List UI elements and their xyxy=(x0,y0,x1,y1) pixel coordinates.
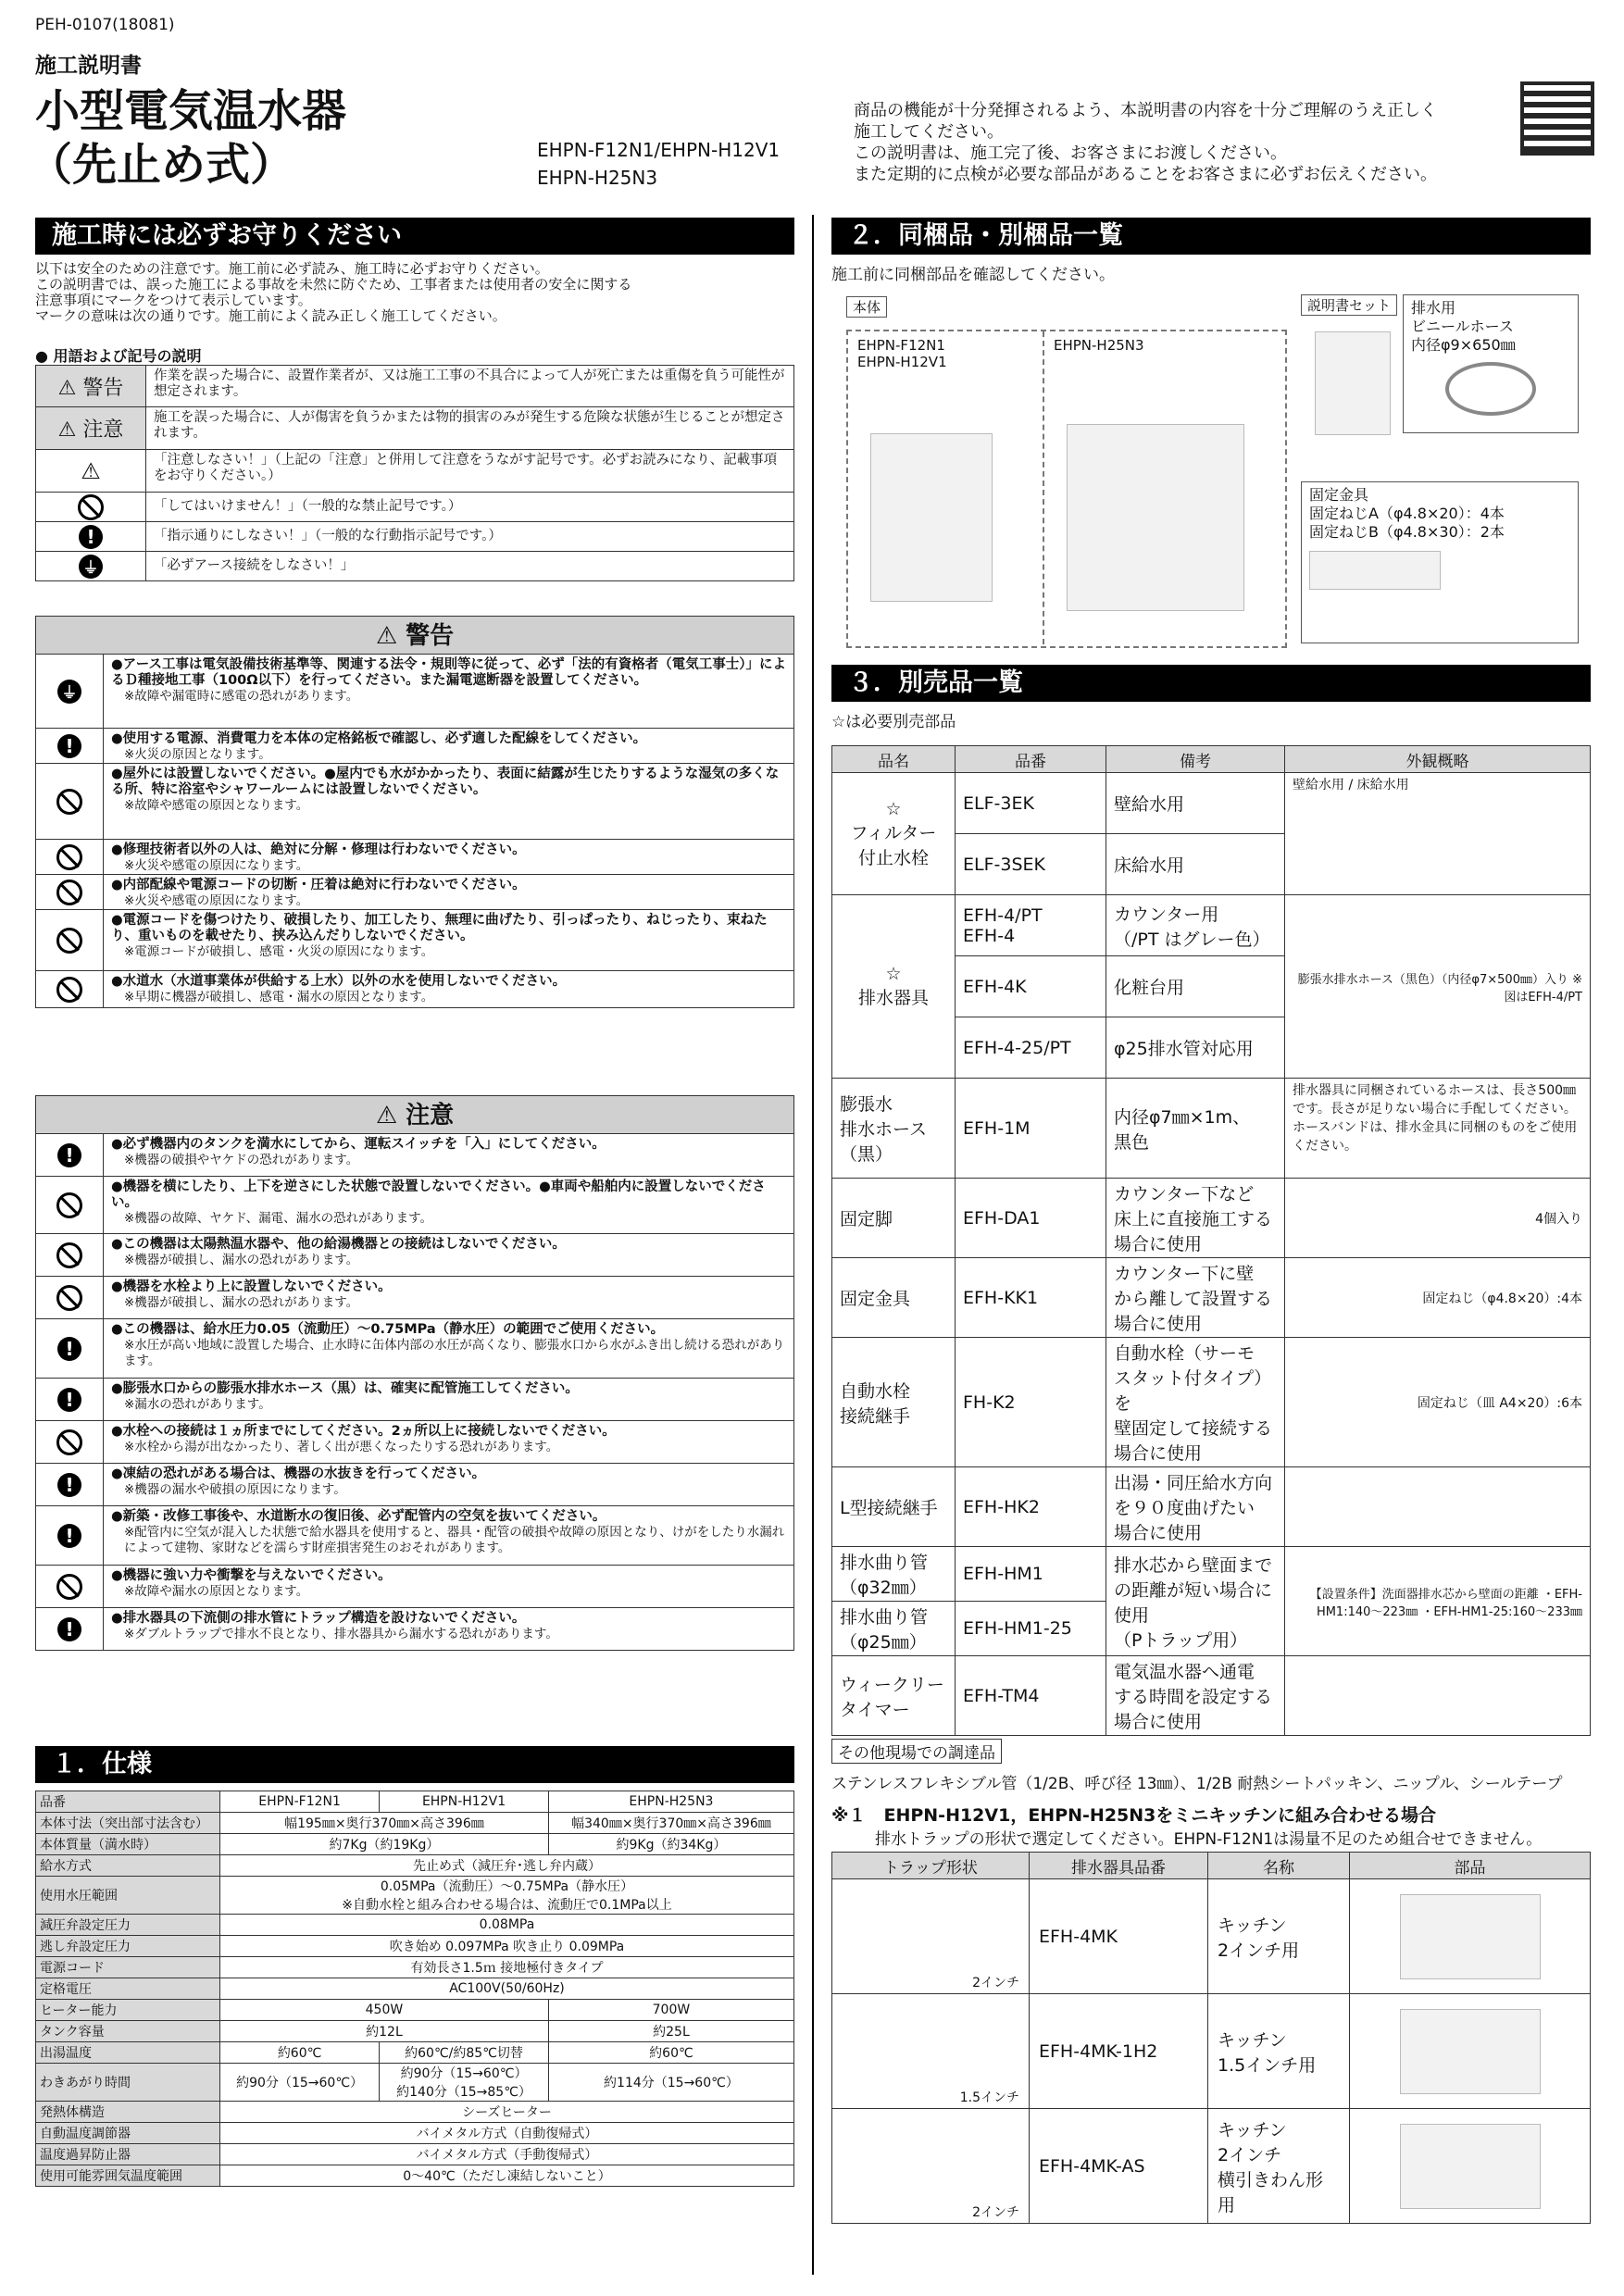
text-bundle-model_b: EHPN-H25N3 xyxy=(1054,337,1144,354)
instruction-icon: ! xyxy=(57,734,81,758)
text-options-rows-7-code: EFH-KK1 xyxy=(956,1258,1106,1338)
trap-parts-sketch xyxy=(1400,1894,1541,1979)
text-spec-rows-0-c: 幅340㎜×奥行370㎜×高さ396㎜ xyxy=(548,1813,793,1834)
safety-intro xyxy=(35,261,804,324)
prohibit-icon xyxy=(56,880,82,905)
text-spec-rows-6-all: 有効長さ1.5ｍ 接地極付きタイプ xyxy=(220,1957,794,1978)
text-warning-items-4-note: ※火災や感電の原因になります。 xyxy=(124,893,309,908)
prohibit-icon xyxy=(56,1429,82,1455)
doc-models-1: EHPN-F12N1/EHPN-H12V1 xyxy=(537,139,781,161)
text-spec-rows-10-label: 出湯温度 xyxy=(36,2042,220,2064)
text-caution-items-10-note: ※ダブルトラップで排水不良となり、排水器具から漏水する恐れがあります。 xyxy=(124,1627,558,1641)
text-options-rows-11-code: EFH-HM1-25 xyxy=(956,1602,1106,1656)
text-options-rows-4-code: EFH-4-25/PT xyxy=(956,1017,1106,1079)
text-bundle-hose-1: ビニールホース xyxy=(1411,318,1514,335)
text-spec-header-1: EHPN-F12N1 xyxy=(220,1791,380,1813)
text-caution-items-1-note: ※機器の故障、ヤケド、漏電、漏水の恐れがあります。 xyxy=(124,1211,433,1226)
text-options-rows-12-img xyxy=(1285,1656,1591,1736)
text-options-rows-0-remark: 壁給水用 xyxy=(1106,773,1285,834)
bundle-intro: 施工前に同梱部品を確認してください。 xyxy=(831,266,1115,284)
text-caution-items-8-text: ●新築・改修工事後や、水道断水の復旧後、必ず配管内の空気を抜いてください。 xyxy=(111,1509,606,1524)
text-safety-intro-1: この説明書では、誤った施工による事故を未然に防ぐため、工事者または使用者の安全に関する xyxy=(35,276,632,293)
text-bundle-fixture-0: 固定金具 xyxy=(1309,486,1369,504)
options-note: ☆は必要別売部品 xyxy=(831,713,956,731)
text-options-rows-6-img: 4個入り xyxy=(1285,1179,1591,1258)
text-trap-rows-0-shape: 2インチ xyxy=(832,1879,1030,1994)
text-caution-items-9-text: ●機器に強い力や衝撃を与えないでください。 xyxy=(111,1568,392,1583)
text-options-rows-9-name: L型接続継手 xyxy=(832,1467,956,1547)
text-spec-rows-8-c: 700W xyxy=(548,2000,793,2021)
text-warning-items-2-text: ●屋外には設置しないでください。●屋内でも水がかかったり、表面に結露が生じたりするような湿気の多くなる所、特に浴室やシャワールームには設置しないでください。 xyxy=(111,767,780,797)
body-label: 本体 xyxy=(846,296,887,318)
text-options-rows-5-name: 膨張水 排水ホース （黒） xyxy=(832,1079,956,1179)
text-caution-items-2-text: ●この機器は太陽熱温水器や、他の給湯機器との接続はしないでください。 xyxy=(111,1237,566,1252)
text-caution-items-3-text: ●機器を水栓より上に設置しないでください。 xyxy=(111,1279,392,1294)
text-warning-items-5-text: ●電源コードを傷つけたり、破損したり、加工したり、無理に曲げたり、引っぱったり、ねじったり、束ねたり、重いものを載せたり、挟み込んだりしないでください。 xyxy=(111,913,768,943)
spec-title: １．仕様 xyxy=(35,1746,794,1783)
legend-table xyxy=(35,365,794,581)
text-spec-rows-0-a: 幅195㎜×奥行370㎜×高さ396㎜ xyxy=(220,1813,549,1834)
text-spec-rows-2-all: 先止め式（減圧弁･逃し弁内蔵） xyxy=(220,1855,794,1877)
text-warning-items-1-text: ●使用する電源、消費電力を本体の定格銘板で確認し、必ず適した配線をしてください。 xyxy=(111,731,647,746)
ground-icon: ⏚ xyxy=(79,555,103,579)
legend-warning-mark: ⚠ 警告 xyxy=(36,366,146,406)
text-bundle-model_a1: EHPN-F12N1 xyxy=(857,337,945,354)
text-trap-rows-1-code: EFH-4MK-1H2 xyxy=(1030,1994,1208,2109)
text-options-rows-2-img: 膨張水排水ホース（黒色）（内径φ7×500㎜）入り ※図はEFH-4/PT xyxy=(1285,895,1591,1079)
text-warning-items-4-text: ●内部配線や電源コードの切断・圧着は絶対に行わないでください。 xyxy=(111,878,526,892)
text-options-rows-12-remark: 電気温水器へ通電 する時間を設定する 場合に使用 xyxy=(1106,1656,1285,1736)
instruction-icon: ! xyxy=(57,1337,81,1361)
text-trap-rows-0-code: EFH-4MK xyxy=(1030,1879,1208,1994)
qr-code xyxy=(1520,81,1594,156)
doc-code: PEH-0107(18081) xyxy=(35,16,175,34)
text-bundle-hose-2: 内径φ9×650㎜ xyxy=(1411,336,1516,354)
doc-intro xyxy=(854,100,1502,185)
text-bundle-hose-0: 排水用 xyxy=(1411,299,1456,317)
options-title: ３．別売品一覧 xyxy=(831,665,1591,702)
warning-block xyxy=(35,616,794,1008)
text-spec-rows-7-label: 定格電圧 xyxy=(36,1978,220,2000)
text-warning-items-2-note: ※故障や感電の原因となります。 xyxy=(124,798,309,813)
text-options-rows-6-name: 固定脚 xyxy=(832,1179,956,1258)
text-options-rows-2-name: ☆ 排水器具 xyxy=(832,895,956,1079)
text-warning-items-0-text: ●アース工事は電気設備技術基準等、関連する法令・規則等に従って、必ず「法的有資格者（電気工事士）」によるＤ種接地工事（100Ω以下）を行ってください。また漏電遮断器を設置してください。 xyxy=(111,657,786,688)
text-caution-items-6-note: ※水栓から湯が出なかったり、著しく出が悪くなったりする恐れがあります。 xyxy=(124,1440,559,1454)
prohibit-icon xyxy=(56,1574,82,1600)
text-trap-header-1: 排水器具品番 xyxy=(1030,1853,1208,1879)
text-spec-rows-11-f: 約90分（15→60℃） xyxy=(220,2064,380,2102)
text-trap-header-0: トラップ形状 xyxy=(832,1853,1030,1879)
text-spec-rows-8-label: ヒーター能力 xyxy=(36,2000,220,2021)
text-caution-items-6-text: ●水栓への接続は１ヵ所までにしてください。2ヵ所以上に接続しないでください。 xyxy=(111,1424,616,1439)
column-divider xyxy=(812,215,814,2275)
text-caution-items-4-note: ※水圧が高い地域に設置した場合、止水時に缶体内部の水圧が高くなり、膨張水口から水がふき出し続ける恐れがあります。 xyxy=(124,1338,785,1368)
prohibit-icon xyxy=(56,1242,82,1268)
text-spec-rows-6-label: 電源コード xyxy=(36,1957,220,1978)
text-options-rows-6-remark: カウンター下など 床上に直接施工する 場合に使用 xyxy=(1106,1179,1285,1258)
manual-bag-sketch xyxy=(1315,331,1391,435)
manual-set-label: 説明書セット xyxy=(1301,294,1397,316)
caution-block xyxy=(35,1095,794,1651)
instruction-icon: ! xyxy=(57,1473,81,1497)
text-doc-intro-0: 商品の機能が十分発揮されるよう、本説明書の内容を十分ご理解のうえ正しく xyxy=(854,101,1437,120)
text-caution-items-2-note: ※機器が破損し、漏水の恐れがあります。 xyxy=(124,1253,359,1267)
text-caution-items-10-text: ●排水器具の下流側の排水管にトラップ構造を設けないでください。 xyxy=(111,1611,526,1626)
text-trap-rows-1-shape: 1.5インチ xyxy=(832,1994,1030,2109)
text-options-rows-9-code: EFH-HK2 xyxy=(956,1467,1106,1547)
text-spec-rows-8-a: 450W xyxy=(220,2000,549,2021)
text-options-rows-9-remark: 出湯・同圧給水方向 を９０度曲げたい 場合に使用 xyxy=(1106,1467,1285,1547)
other-label: その他現場での調達品 xyxy=(831,1739,1002,1764)
text-spec-rows-10-h: 約60℃/約85℃切替 xyxy=(380,2042,549,2064)
other-text: ステンレスフレキシブル管（1/2B、呼び径 13㎜）、1/2B 耐熱シートパッキン、ニップル、シールテープ xyxy=(831,1775,1563,1793)
text-options-rows-5-img: 排水器具に同梱されているホースは、長さ500㎜です。長さが足りない場合に手配してください。ホースバンドは、排水金具に同梱のものをご使用ください。 xyxy=(1285,1079,1591,1179)
text-spec-header-3: EHPN-H25N3 xyxy=(548,1791,793,1813)
prohibit-icon xyxy=(56,928,82,954)
other-note-1: ※１ EHPN-H12V1，EHPN-H25N3をミニキッチンに組み合わせる場合 xyxy=(831,1805,1437,1826)
text-spec-rows-13-all: バイメタル方式（自動復帰式） xyxy=(220,2123,794,2144)
instruction-icon: ! xyxy=(79,525,103,549)
doc-title-2: （先止め式） xyxy=(28,139,295,191)
text-options-rows-3-code: EFH-4K xyxy=(956,956,1106,1017)
hose-box xyxy=(1403,294,1579,433)
bracket-sketch xyxy=(1309,551,1441,590)
doc-models-2: EHPN-H25N3 xyxy=(537,167,658,189)
text-options-rows-0-name: ☆ フィルター 付止水栓 xyxy=(832,773,956,895)
trap-parts-sketch xyxy=(1400,2124,1541,2209)
text-spec-rows-11-c: 約114分（15→60℃） xyxy=(548,2064,793,2102)
text-spec-rows-15-all: 0～40℃（ただし凍結しないこと） xyxy=(220,2165,794,2187)
text-caution-items-0-note: ※機器の破損やヤケドの恐れがあります。 xyxy=(124,1153,359,1167)
prohibit-icon xyxy=(56,1285,82,1311)
text-spec-rows-9-c: 約25L xyxy=(548,2021,793,2042)
text-spec-rows-3-label: 使用水圧範囲 xyxy=(36,1877,220,1915)
text-options-rows-5-remark: 内径φ7㎜×1m、 黒色 xyxy=(1106,1079,1285,1179)
text-options-rows-1-code: ELF-3SEK xyxy=(956,834,1106,895)
text-options-rows-7-name: 固定金具 xyxy=(832,1258,956,1338)
text-spec-rows-2-label: 給水方式 xyxy=(36,1855,220,1877)
prohibit-icon xyxy=(56,844,82,870)
text-options-rows-4-remark: φ25排水管対応用 xyxy=(1106,1017,1285,1079)
warning-triangle-icon: ⚠ xyxy=(36,450,146,492)
text-options-header-2: 備考 xyxy=(1106,746,1285,773)
text-spec-rows-10-c: 約60℃ xyxy=(548,2042,793,2064)
text-options-rows-2-code: EFH-4/PT EFH-4 xyxy=(956,895,1106,956)
text-options-rows-0-img: 壁給水用 / 床給水用 xyxy=(1285,773,1591,895)
text-options-header-3: 外観概略 xyxy=(1285,746,1591,773)
safety-title: 施工時には必ずお守りください xyxy=(35,218,794,255)
heater-small-sketch xyxy=(870,433,993,602)
text-safety-legend-3-text: 「してはいけません！」（一般的な禁止記号です。） xyxy=(154,499,462,514)
ground-icon: ⏚ xyxy=(57,680,81,704)
prohibit-icon xyxy=(56,789,82,815)
text-safety-legend-0-text: 作業を誤った場合に、設置作業者が、又は施工工事の不具合によって人が死亡または重傷を負う可能性が想定されます。 xyxy=(154,368,785,399)
trap-table xyxy=(831,1852,1591,2224)
text-spec-rows-13-label: 自動温度調節器 xyxy=(36,2123,220,2144)
text-options-rows-1-remark: 床給水用 xyxy=(1106,834,1285,895)
other-note-2: 排水トラップの形状で選定してください。EHPN-F12N1は湯量不足のため組合せできません。 xyxy=(875,1830,1543,1849)
text-caution-items-5-text: ●膨張水口からの膨張水排水ホース（黒）は、確実に配管施工してください。 xyxy=(111,1381,579,1396)
legend-caution-mark: ⚠ 注意 xyxy=(36,407,146,449)
text-caution-items-4-text: ●この機器は、給水圧力0.05（流動圧）～0.75MPa（静水圧）の範囲でご使用ください。 xyxy=(111,1322,665,1337)
text-spec-rows-3-all2: ※自動水栓と組み合わせる場合は、流動圧で0.1MPa以上 xyxy=(342,1898,672,1913)
text-spec-rows-5-all: 吹き始め 0.097MPa 吹き止り 0.09MPa xyxy=(220,1936,794,1957)
text-spec-rows-4-all: 0.08MPa xyxy=(220,1915,794,1936)
text-spec-rows-9-a: 約12L xyxy=(220,2021,549,2042)
text-caution-items-7-text: ●凍結の恐れがある場合は、機器の水抜きを行ってください。 xyxy=(111,1466,486,1481)
text-safety-legend-4-text: 「指示通りにしなさい！」（一般的な行動指示記号です。） xyxy=(154,529,502,543)
doc-kind: 施工説明書 xyxy=(35,54,142,78)
text-options-rows-10-img: 【設置条件】洗面器排水芯から壁面の距離 ・EFH-HM1:140～223㎜ ・EFH-HM1-25:160～233㎜ xyxy=(1285,1547,1591,1656)
text-options-rows-8-img: 固定ねじ（皿 A4×20）:6本 xyxy=(1285,1338,1591,1467)
text-spec-rows-1-label: 本体質量（満水時） xyxy=(36,1834,220,1855)
text-options-rows-10-code: EFH-HM1 xyxy=(956,1547,1106,1602)
text-doc-intro-3: また定期的に点検が必要な部品があることをお客さまに必ずお伝えください。 xyxy=(854,165,1437,184)
text-spec-rows-10-f: 約60℃ xyxy=(220,2042,380,2064)
text-caution-items-8-note: ※配管内に空気が混入した状態で給水器具を使用すると、器具・配管の破損や故障の原因となり、けがをしたり水漏れによって建物、家財などを濡らす財産損害発生のおそれがあります。 xyxy=(124,1525,785,1555)
text-spec-rows-0-label: 本体寸法（突出部寸法含む） xyxy=(36,1813,220,1834)
text-options-rows-12-name: ウィークリー タイマー xyxy=(832,1656,956,1736)
text-safety-intro-2: 注意事項にマークをつけて表示しています。 xyxy=(35,292,312,308)
text-spec-rows-1-c: 約9Kg（約34Kg） xyxy=(548,1834,793,1855)
text-bundle-model_a2: EHPN-H12V1 xyxy=(857,354,947,370)
text-spec-rows-11-label: わきあがり時間 xyxy=(36,2064,220,2102)
text-spec-rows-9-label: タンク容量 xyxy=(36,2021,220,2042)
text-spec-rows-11-h: 約90分（15→60℃） xyxy=(400,2066,528,2081)
text-options-rows-8-code: FH-K2 xyxy=(956,1338,1106,1467)
text-safety-legend-5-text: 「必ずアース接続をしなさい！」 xyxy=(154,558,355,573)
text-trap-rows-2-name: キッチン 2インチ 横引きわん形用 xyxy=(1208,2109,1350,2224)
text-warning-items-1-note: ※火災の原因となります。 xyxy=(124,747,271,762)
text-options-rows-10-remark: 排水芯から壁面まで の距離が短い場合に 使用 （Pトラップ用） xyxy=(1106,1547,1285,1656)
caution-title: ⚠ 注意 xyxy=(35,1095,794,1134)
text-safety-intro-3: マークの意味は次の通りです。施工前によく読み正しく施工してください。 xyxy=(35,307,506,324)
text-spec-rows-7-all: AC100V(50/60Hz) xyxy=(220,1978,794,2000)
text-options-rows-8-name: 自動水栓 接続継手 xyxy=(832,1338,956,1467)
options-table xyxy=(831,745,1591,1736)
bundle-title: ２．同梱品・別梱品一覧 xyxy=(831,218,1591,255)
text-caution-items-7-note: ※機器の漏水や破損の原因になります。 xyxy=(124,1482,346,1497)
text-doc-intro-2: この説明書は、施工完了後、お客さまにお渡しください。 xyxy=(854,144,1287,163)
text-options-rows-5-code: EFH-1M xyxy=(956,1079,1106,1179)
text-spec-header-2: EHPN-H12V1 xyxy=(380,1791,549,1813)
body-box xyxy=(846,330,1287,648)
warning-title: ⚠ 警告 xyxy=(35,616,794,655)
instruction-icon: ! xyxy=(57,1143,81,1167)
text-spec-rows-1-a: 約7Kg（約19Kg） xyxy=(220,1834,549,1855)
text-warning-items-3-text: ●修理技術者以外の人は、絶対に分解・修理は行わないでください。 xyxy=(111,842,526,857)
text-spec-rows-11-h2: 約140分（15→85℃） xyxy=(396,2085,531,2100)
text-spec-rows-5-label: 逃し弁設定圧力 xyxy=(36,1936,220,1957)
text-safety-intro-0: 以下は安全のための注意です。施工前に必ず読み、施工時に必ずお守りください。 xyxy=(35,260,549,277)
text-options-rows-6-code: EFH-DA1 xyxy=(956,1179,1106,1258)
spec-table xyxy=(35,1791,794,2187)
text-trap-header-3: 部品 xyxy=(1350,1853,1591,1879)
text-spec-rows-15-label: 使用可能雰囲気温度範囲 xyxy=(36,2165,220,2187)
fixture-box xyxy=(1301,481,1579,643)
prohibit-icon xyxy=(78,494,104,520)
text-options-rows-9-img xyxy=(1285,1467,1591,1547)
text-options-rows-3-remark: 化粧台用 xyxy=(1106,956,1285,1017)
text-options-rows-7-remark: カウンター下に壁 から離して設置する 場合に使用 xyxy=(1106,1258,1285,1338)
legend-title: ● 用語および記号の説明 xyxy=(35,347,202,365)
heater-large-sketch xyxy=(1067,424,1244,611)
hose-ring-icon xyxy=(1445,362,1536,416)
text-caution-items-3-note: ※機器が破損し、漏水の恐れがあります。 xyxy=(124,1295,359,1310)
text-safety-legend-2-text: 「注意しなさい！」（上記の「注意」と併用して注意をうながす記号です。必ずお読みになり、記載事項をお守りください。） xyxy=(154,453,778,483)
text-warning-items-6-note: ※早期に機器が破損し、感電・漏水の原因となります。 xyxy=(124,990,434,1004)
text-options-rows-2-remark: カウンター用 （/PT はグレー色） xyxy=(1106,895,1285,956)
prohibit-icon xyxy=(56,977,82,1003)
text-safety-legend-1-text: 施工を誤った場合に、人が傷害を負うかまたは物的損害のみが発生する危険な状態が生じることが想定されます。 xyxy=(154,410,785,441)
text-bundle-fixture-1: 固定ねじA（φ4.8×20）：4本 xyxy=(1309,505,1505,522)
text-warning-items-3-note: ※火災や感電の原因になります。 xyxy=(124,858,309,873)
text-spec-rows-14-all: バイメタル方式（手動復帰式） xyxy=(220,2144,794,2165)
text-options-rows-0-code: ELF-3EK xyxy=(956,773,1106,834)
text-spec-rows-14-label: 温度過昇防止器 xyxy=(36,2144,220,2165)
text-spec-rows-12-label: 発熱体構造 xyxy=(36,2102,220,2123)
text-options-rows-10-name: 排水曲り管 （φ32㎜） xyxy=(832,1547,956,1602)
text-options-rows-11-name: 排水曲り管 （φ25㎜） xyxy=(832,1602,956,1656)
text-trap-rows-1-name: キッチン 1.5インチ用 xyxy=(1208,1994,1350,2109)
text-caution-items-0-text: ●必ず機器内のタンクを満水にしてから、運転スイッチを「入」にしてください。 xyxy=(111,1137,606,1152)
text-trap-rows-2-shape: 2インチ xyxy=(832,2109,1030,2224)
text-warning-items-0-note: ※故障や漏電時に感電の恐れがあります。 xyxy=(124,689,359,704)
text-spec-rows-3-all: 0.05MPa（流動圧）～0.75MPa（静水圧） xyxy=(380,1879,634,1894)
text-caution-items-1-text: ●機器を横にしたり、上下を逆さにした状態で設置しないでください。●車両や船舶内に設置しないでください。 xyxy=(111,1179,766,1210)
text-spec-rows-12-all: シーズヒーター xyxy=(220,2102,794,2123)
doc-title-1: 小型電気温水器 xyxy=(35,85,347,137)
text-doc-intro-1: 施工してください。 xyxy=(854,122,1004,142)
text-options-header-1: 品番 xyxy=(956,746,1106,773)
text-warning-items-6-text: ●水道水（水道事業体が供給する上水）以外の水を使用しないでください。 xyxy=(111,974,567,989)
text-caution-items-9-note: ※故障や漏水の原因となります。 xyxy=(124,1584,309,1599)
instruction-icon: ! xyxy=(57,1524,81,1548)
text-options-header-0: 品名 xyxy=(832,746,956,773)
text-bundle-fixture-2: 固定ねじB（φ4.8×30）：2本 xyxy=(1309,523,1505,541)
text-warning-items-5-note: ※電源コードが破損し、感電・火災の原因になります。 xyxy=(124,944,434,959)
trap-parts-sketch xyxy=(1400,2009,1541,2094)
instruction-icon: ! xyxy=(57,1617,81,1641)
text-caution-items-5-note: ※漏水の恐れがあります。 xyxy=(124,1397,271,1412)
prohibit-icon xyxy=(56,1192,82,1218)
text-trap-rows-2-code: EFH-4MK-AS xyxy=(1030,2109,1208,2224)
text-trap-header-2: 名称 xyxy=(1208,1853,1350,1879)
text-spec-header-0: 品番 xyxy=(36,1791,220,1813)
text-options-rows-8-remark: 自動水栓（サーモ スタット付タイプ）を 壁固定して接続する 場合に使用 xyxy=(1106,1338,1285,1467)
text-spec-rows-4-label: 減圧弁設定圧力 xyxy=(36,1915,220,1936)
text-trap-rows-0-name: キッチン 2インチ用 xyxy=(1208,1879,1350,1994)
text-options-rows-7-img: 固定ねじ（φ4.8×20）:4本 xyxy=(1285,1258,1591,1338)
text-options-rows-12-code: EFH-TM4 xyxy=(956,1656,1106,1736)
instruction-icon: ! xyxy=(57,1388,81,1412)
